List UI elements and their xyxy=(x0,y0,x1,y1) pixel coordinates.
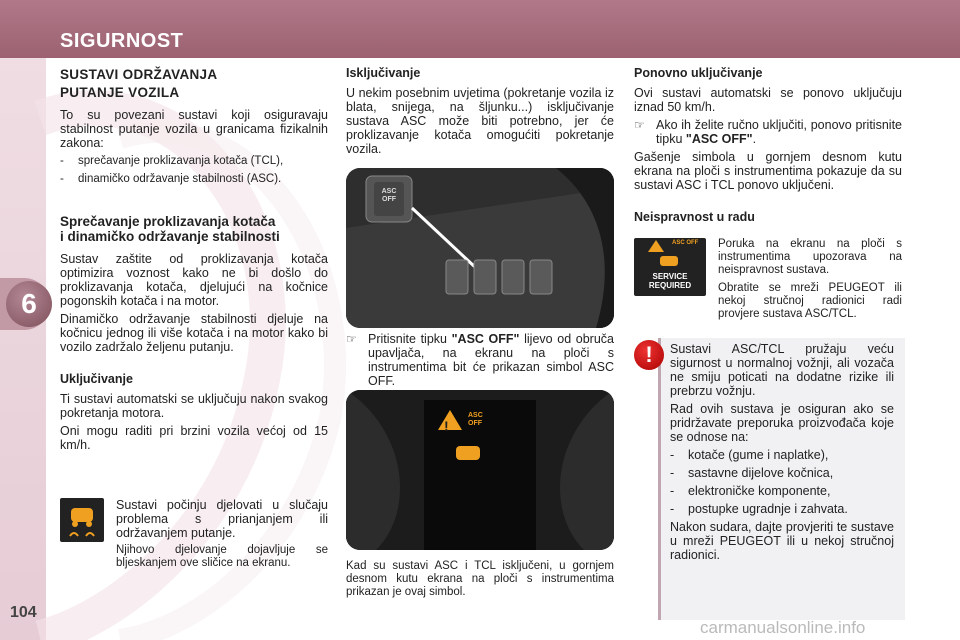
fault-title: Neispravnost u radu xyxy=(634,210,755,224)
paragraph: Oni mogu raditi pri brzini vozila većoj od 15 km/h. xyxy=(60,424,328,452)
warning-triangle-icon: ! xyxy=(444,418,449,434)
paragraph: Nakon sudara, dajte provjeriti te sustave u mreži PEUGEOT ili u nekoj stručnoj radionici. xyxy=(670,520,894,562)
list-item: - sprečavanje proklizavanja kotača (TCL), xyxy=(60,155,284,167)
paragraph: Obratite se mreži PEUGEOT ili nekoj stručnoj radionici radi provjere sustava ASC/TCL. xyxy=(718,282,902,320)
list-item: - elektroničke komponente, xyxy=(670,484,831,498)
reactivation-title: Ponovno uključivanje xyxy=(634,66,763,80)
subsection-title: Sprečavanje proklizavanja kotača i dinamičko održavanje stabilnosti xyxy=(60,214,280,244)
paragraph: Rad ovih sustava je osiguran ako se pridržavate preporuka proizvođača koje se odnose na: xyxy=(670,402,894,444)
hand-pointer-icon: ☞ xyxy=(346,332,357,346)
instrument-panel-photo xyxy=(346,390,614,550)
photo-caption: Kad su sustavi ASC i TCL isključeni, u gornjem desnom kutu ekrana na ploči s instrumentima prikazan je ovaj simbol. xyxy=(346,560,614,598)
paragraph: Dinamičko održavanje stabilnosti djeluje na kočnicu jednog ili više kotača i na motor kako bi vozilo zadržalo željenu putanju. xyxy=(60,312,328,354)
paragraph: Gašenje simbola u gornjem desnom kutu ekrana na ploči s instrumentima pokazuje da su sustavi ASC i TCL ponovo uključeni. xyxy=(634,150,902,192)
warning-content xyxy=(670,342,894,566)
activation-title: Uključivanje xyxy=(60,372,133,386)
page-number: 104 xyxy=(10,604,37,621)
paragraph: Sustavi počinju djelovati u slučaju problema s prianjanjem ili održavanjem putanje. xyxy=(116,498,328,540)
asc-off-label: ASC OFF xyxy=(381,188,397,203)
service-required-label: SERVICE REQUIRED xyxy=(648,272,692,290)
hand-pointer-icon: ☞ xyxy=(634,118,645,132)
list-item: - postupke ugradnje i zahvata. xyxy=(670,502,848,516)
deactivation-title: Isključivanje xyxy=(346,66,421,80)
warning-exclamation-icon: ! xyxy=(634,340,664,370)
skid-warning-icon xyxy=(60,498,104,542)
paragraph: Poruka na ekranu na ploči s instrumentima upozorava na neispravnost sustava. xyxy=(718,238,902,276)
list-item: - dinamičko održavanje stabilnosti (ASC). xyxy=(60,173,282,185)
paragraph: Njihovo djelovanje dojavljuje se bljeskanjem ove sličice na ekranu. xyxy=(116,544,328,569)
asc-off-button-photo xyxy=(346,168,614,328)
fault-advice xyxy=(634,282,902,325)
paragraph: Sustav zaštite od proklizavanja kotača optimizira voznost kako ne bi došlo do proklizavanja kotača, djelujući na kočnice pogonskih kotača i na motor. xyxy=(60,252,328,308)
asc-off-indicator: ASC OFF xyxy=(468,412,483,427)
paragraph: Sustavi ASC/TCL pružaju veću sigurnost u normalnoj vožnji, ali vozača ne smiju poticati na dodatne rizike ili prebrzu vožnju. xyxy=(670,342,894,398)
press-instruction xyxy=(346,332,614,392)
chapter-number: 6 xyxy=(6,281,52,327)
paragraph: Ovi sustavi automatski se ponovo uključuju iznad 50 km/h. xyxy=(634,86,902,114)
instruction-bullet: ☞ Pritisnite tipku "ASC OFF" lijevo od obruča upavljača, na ekranu na ploči s instrumentima bit će prikazan simbol ASC OFF. xyxy=(346,332,614,388)
fault-message xyxy=(718,238,902,281)
page-title: SIGURNOST xyxy=(60,30,184,52)
intro-text: To su povezani sustavi koji osiguravaju stabilnost putanje vozila u granicama fizikalnih zakona: xyxy=(60,108,328,150)
fault-asc-label: ASC OFF xyxy=(672,240,699,246)
column-1-lower xyxy=(60,214,328,456)
page-header xyxy=(0,0,960,58)
column-2 xyxy=(346,66,614,160)
paragraph: Ti sustavi automatski se uključuju nakon svakog pokretanja motora. xyxy=(60,392,328,420)
icon-explanation xyxy=(116,498,328,574)
column-3 xyxy=(634,66,902,230)
instruction-bullet: ☞ Ako ih želite ručno uključiti, ponovo pritisnite tipku "ASC OFF". xyxy=(634,118,902,146)
watermark: carmanualsonline.info xyxy=(700,618,866,637)
list-item: - kotače (gume i naplatke), xyxy=(670,448,829,462)
paragraph: U nekim posebnim uvjetima (pokretanje vozila iz blata, snijega, na šljunku...) isključivanje sustava ASC može biti potrebno, jer će proklizavanje kotača omogućiti pokretanje vozila. xyxy=(346,86,614,156)
section-title: SUSTAVI ODRŽAVANJA PUTANJE VOZILA xyxy=(60,67,218,100)
list-item: - sastavne dijelove kočnica, xyxy=(670,466,834,480)
column-1 xyxy=(60,66,328,190)
